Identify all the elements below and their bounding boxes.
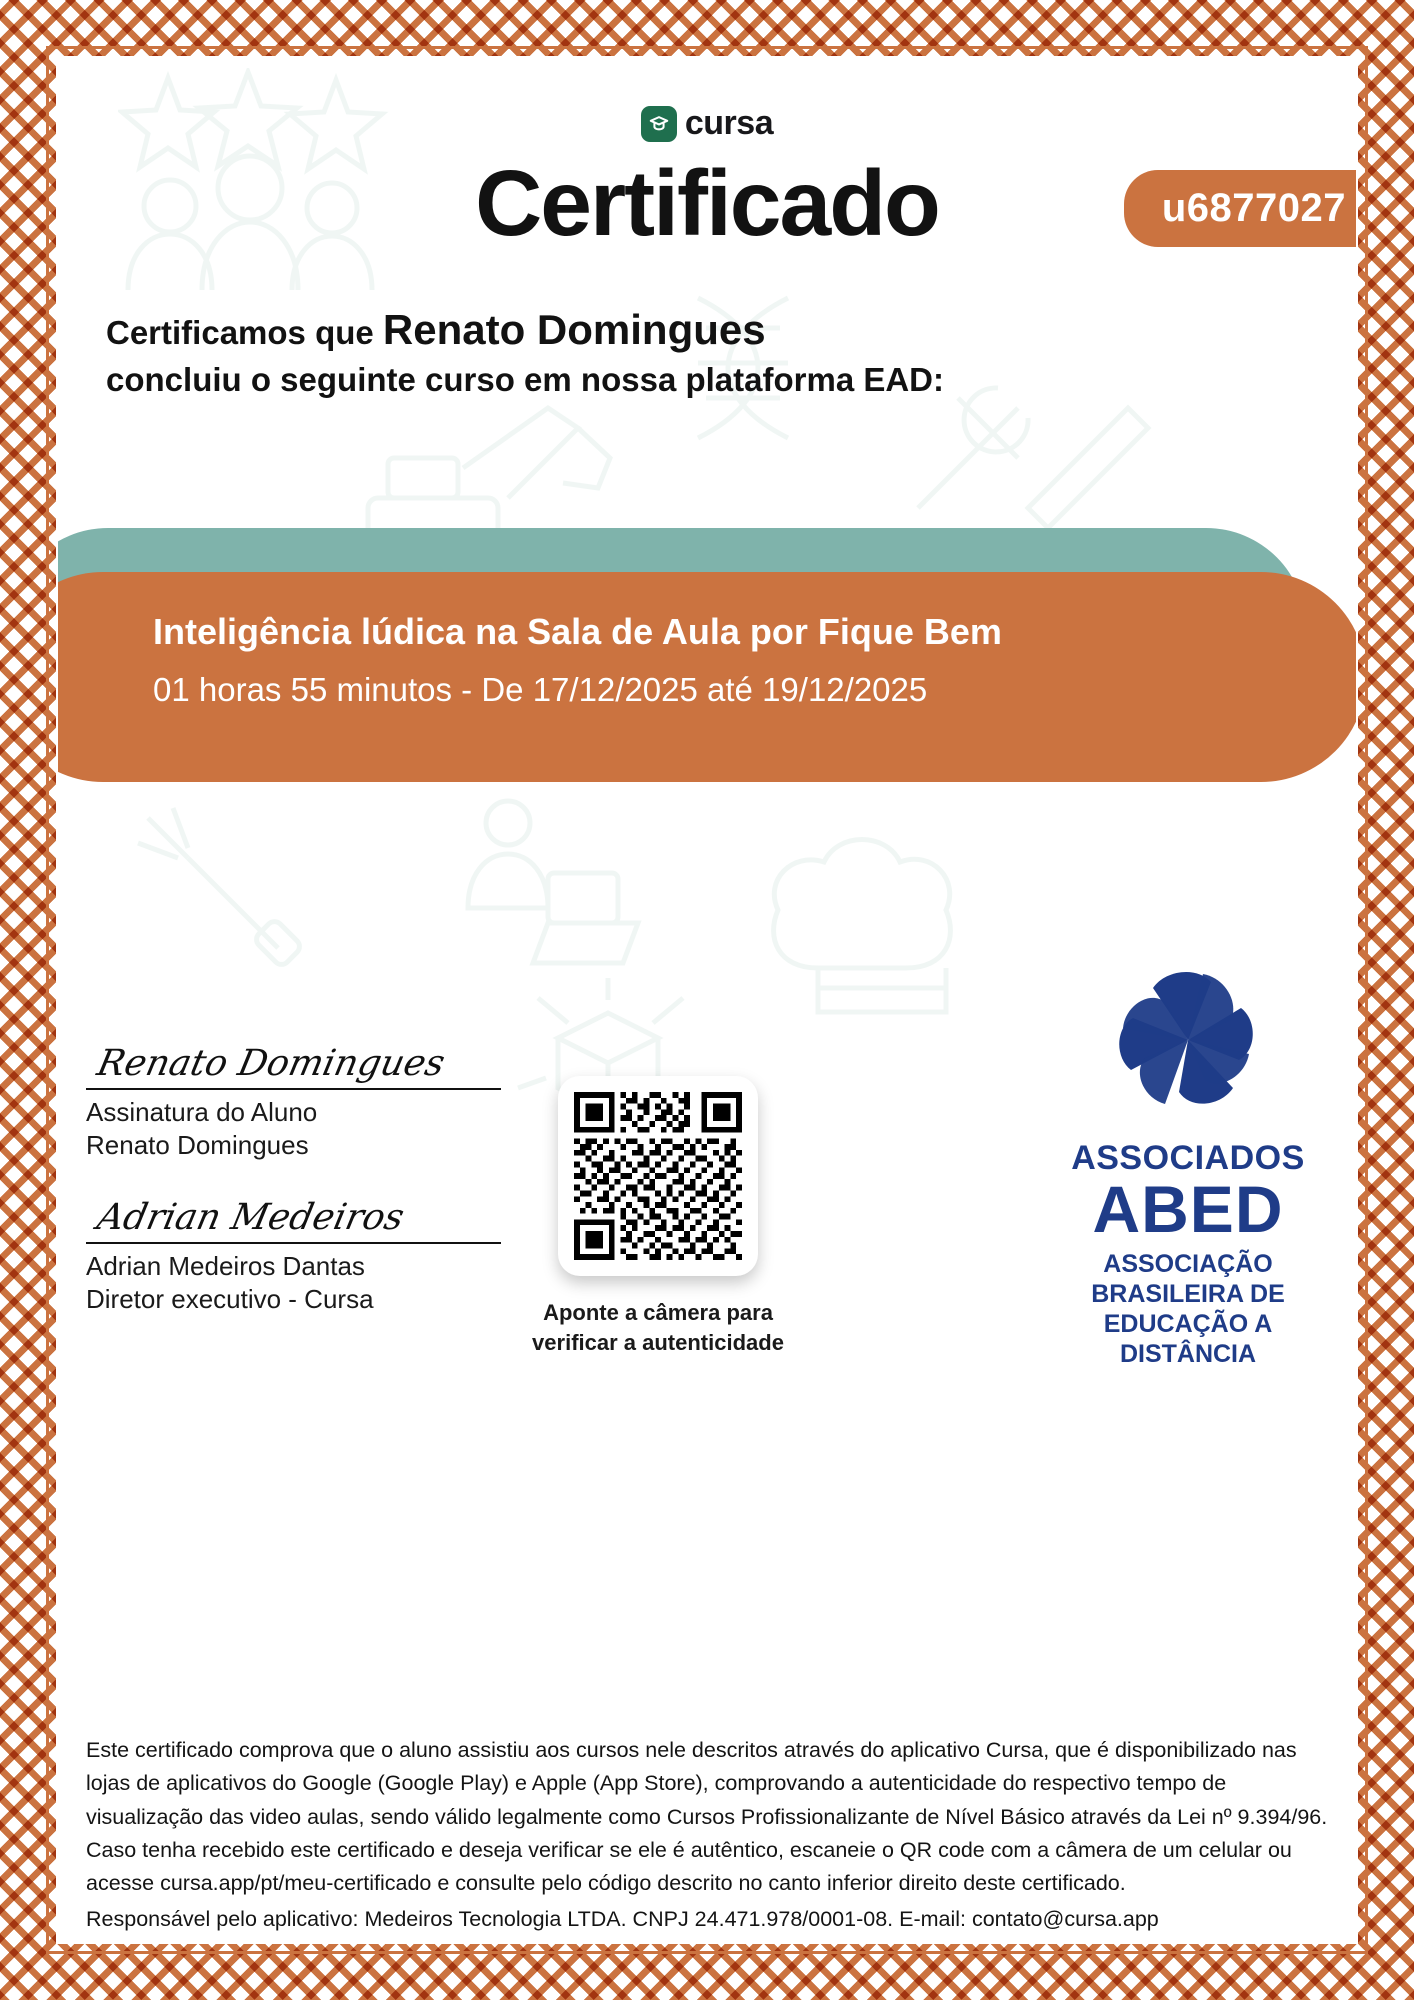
certificate-code-badge: u6877027 xyxy=(1124,170,1356,247)
abed-pinwheel-icon xyxy=(1093,958,1283,1128)
cashier-background-icon xyxy=(428,788,658,988)
signature-director-label-line2: Diretor executivo - Cursa xyxy=(86,1283,374,1314)
abed-subtitle-line3: EDUCAÇÃO A xyxy=(1103,1309,1273,1338)
footer-paragraph: Este certificado comprova que o aluno assistiu aos cursos nele descritos através do aplicativo Cursa, que é disponibilizado nas lojas de aplicativos do Google (Google Play) e Apple (App Store), comprovando a autenticidade do respectivo tempo de visualização das video aulas, sendo válido legalmente como Cursos Profissionalizante de Nível Básico através da Lei nº 9.394/96. Caso tenha recebido este certificado e deseja verificar se ele é autêntico, escaneie o QR code com a câmera de um celular ou acesse cursa.app/pt/meu-certificado e consulte pelo código descrito no canto inferior direito deste certificado. xyxy=(86,1738,1328,1896)
signature-student-label xyxy=(86,1096,606,1161)
signature-student-script: Renato Domingues xyxy=(93,1043,449,1084)
qr-caption-line2: verificar a autenticidade xyxy=(532,1329,784,1355)
signature-student-label-line1: Assinatura do Aluno xyxy=(86,1097,318,1127)
certificate-body xyxy=(58,58,1356,1942)
student-name: Renato Domingues xyxy=(382,306,766,353)
signature-student xyxy=(86,1043,606,1315)
footer-legal xyxy=(86,1734,1346,1936)
welding-background-icon xyxy=(128,798,318,968)
intro-line-1 xyxy=(106,304,1316,357)
course-banner xyxy=(58,528,1356,798)
abed-subtitle-line1: ASSOCIAÇÃO xyxy=(1103,1249,1273,1278)
intro-prefix: Certificamos que xyxy=(106,314,374,351)
footer-responsible: Responsável pelo aplicativo: Medeiros Tecnologia LTDA. CNPJ 24.471.978/0001-08. E-mail: contato@cursa.app xyxy=(86,1906,1159,1931)
chef-hat-background-icon xyxy=(758,798,1018,1048)
qr-caption xyxy=(508,1298,808,1357)
qr-code-icon xyxy=(574,1092,742,1260)
intro-line-2: concluiu o seguinte curso em nossa plataforma EAD: xyxy=(106,360,945,398)
signature-director-label-line1: Adrian Medeiros Dantas xyxy=(86,1251,365,1281)
signature-director-line xyxy=(86,1242,501,1244)
abed-seal xyxy=(1038,958,1338,1369)
abed-associados-label: ASSOCIADOS xyxy=(1071,1139,1305,1177)
signature-student-line xyxy=(86,1088,501,1090)
qr-code[interactable] xyxy=(558,1076,758,1276)
abed-subtitle xyxy=(1038,1249,1338,1369)
course-name: Inteligência lúdica na Sala de Aula por Fique Bem xyxy=(153,611,1002,652)
signature-student-label-line2: Renato Domingues xyxy=(86,1129,309,1160)
course-duration-dates: 01 horas 55 minutos - De 17/12/2025 até 19/12/2025 xyxy=(153,671,928,709)
abed-subtitle-line2: BRASILEIRA DE xyxy=(1091,1279,1285,1308)
abed-subtitle-line4: DISTÂNCIA xyxy=(1119,1339,1257,1368)
page-title: Certificado xyxy=(475,151,939,255)
brand-logo xyxy=(58,104,1356,143)
brand-name: cursa xyxy=(684,104,774,142)
course-banner-main xyxy=(58,572,1356,782)
intro-block xyxy=(106,304,1316,399)
signature-director-script: Adrian Medeiros xyxy=(93,1197,408,1238)
abed-name: ABED xyxy=(1092,1172,1284,1246)
qr-caption-line1: Aponte a câmera para xyxy=(543,1300,773,1325)
graduation-cap-icon xyxy=(641,106,677,142)
